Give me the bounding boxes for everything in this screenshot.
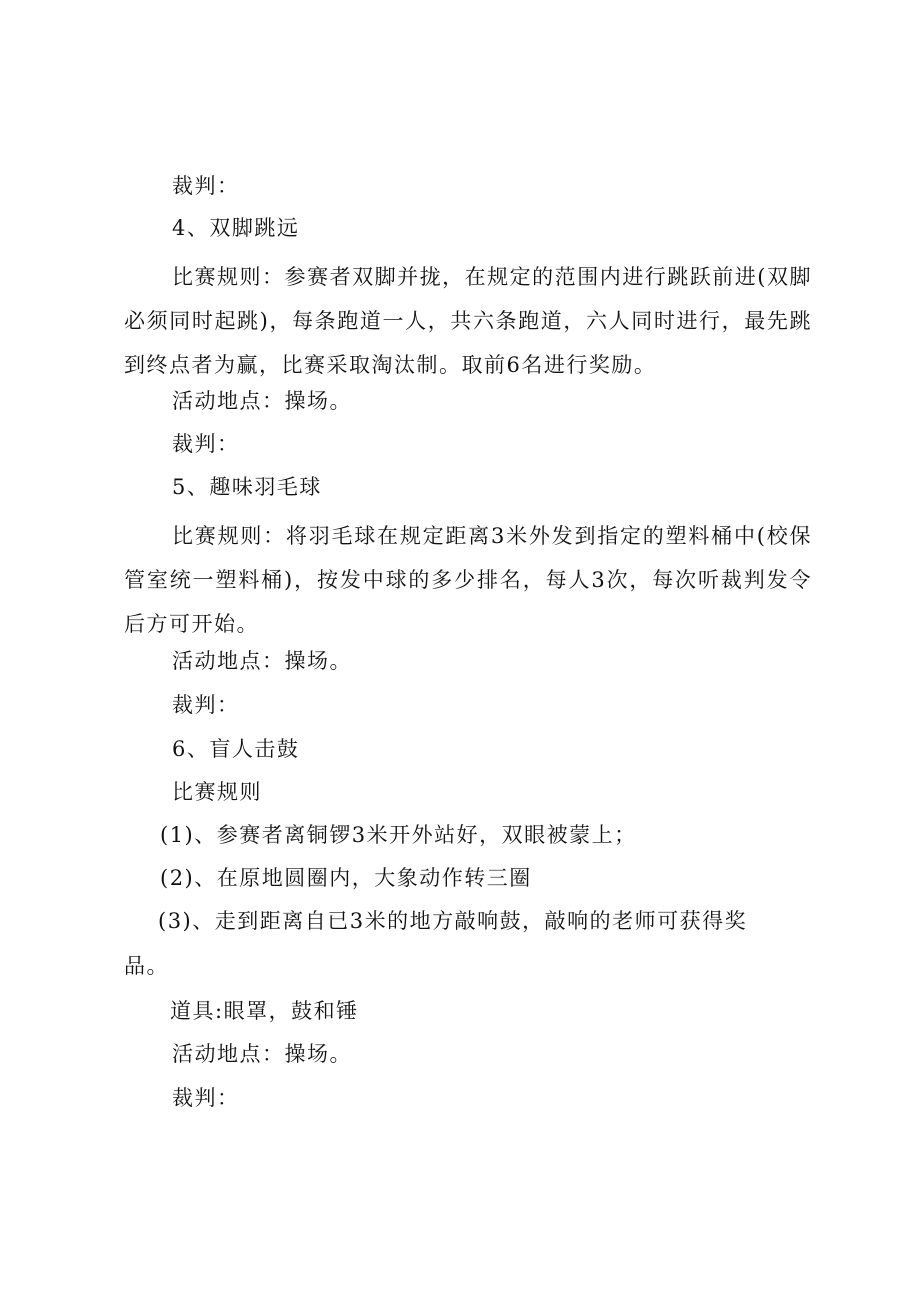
section-title-standing-long-jump: 4、双脚跳远 — [172, 216, 300, 240]
location-line: 活动地点：操场。 — [172, 649, 352, 673]
rules-paragraph-fun-badminton: 比赛规则：将羽毛球在规定距离3米外发到指定的塑料桶中(校保管室统一塑料桶)，按发中球的多少排名，每人3次，每次听裁判发令后方可开始。 — [124, 524, 812, 636]
props-line: 道具:眼罩，鼓和锤 — [170, 999, 359, 1023]
rules-paragraph-standing-long-jump: 比赛规则：参赛者双脚并拢，在规定的范围内进行跳跃前进(双脚必须同时起跳)，每条跑道一人，共六条跑道，六人同时进行，最先跳到终点者为赢，比赛采取淘汰制。取前6名进行奖励。 — [124, 265, 812, 377]
section-title-blind-drumming: 6、盲人击鼓 — [172, 737, 300, 761]
location-line: 活动地点：操场。 — [172, 389, 352, 413]
rules-heading: 比赛规则 — [172, 780, 262, 804]
rules-step-1: (1)、参赛者离铜锣3米开外站好，双眼被蒙上； — [160, 823, 637, 847]
section-title-fun-badminton: 5、趣味羽毛球 — [172, 475, 322, 499]
location-line: 活动地点：操场。 — [172, 1042, 352, 1066]
referee-line: 裁判： — [172, 174, 240, 198]
rules-step-3-line-1: (3)、走到距离自已3米的地方敲响鼓，敲响的老师可获得奖 — [158, 909, 748, 933]
rules-step-2: (2)、在原地圆圈内，大象动作转三圈 — [160, 866, 532, 890]
referee-line: 裁判： — [172, 1086, 240, 1110]
referee-line: 裁判： — [172, 432, 240, 456]
rules-step-3-line-2: 品。 — [124, 954, 169, 978]
referee-line: 裁判： — [172, 693, 240, 717]
